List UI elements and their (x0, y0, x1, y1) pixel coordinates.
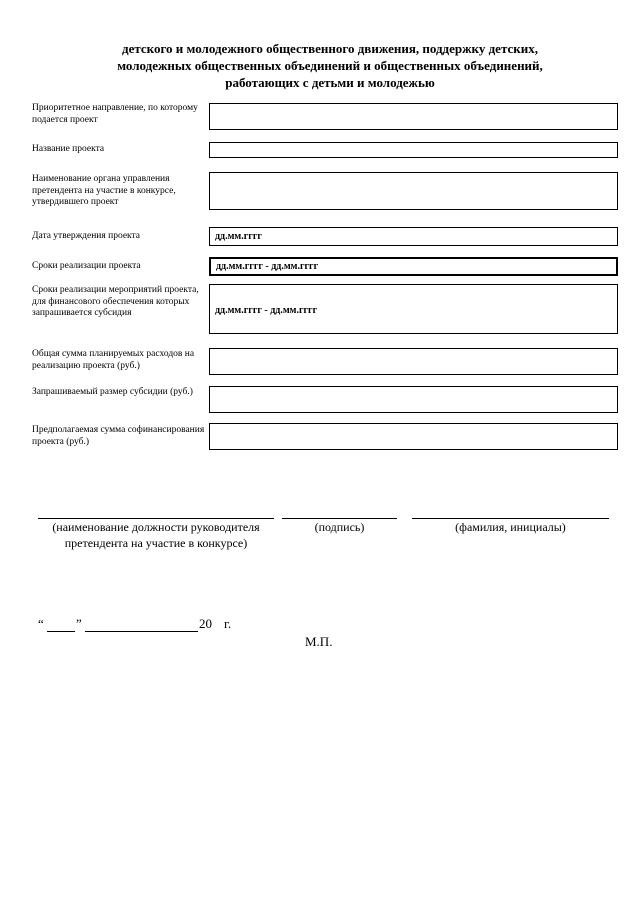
month-line[interactable] (85, 631, 198, 632)
project-period-value: дд.мм.гггг - дд.мм.гггг (216, 261, 319, 272)
heading-line-3: работающих с детьми и молодежью (225, 75, 435, 90)
year-prefix: 20 (199, 616, 212, 631)
approval-date-value: дд.мм.гггг (215, 231, 262, 242)
subsidy-period-label: Сроки реализации мероприятий проекта, для финансового обеспечения которых запрашивается субсидия (32, 285, 199, 318)
project-period-field[interactable] (209, 257, 618, 276)
project-period-label: Сроки реализации проекта (32, 261, 141, 271)
priority-direction-field[interactable] (209, 103, 618, 130)
approval-date-label: Дата утверждения проекта (32, 231, 141, 241)
priority-direction-label: Приоритетное направление, по которому подается проект (32, 103, 198, 125)
approving-body-label: Наименование органа управления претендента на участие в конкурсе, утвердившего проект (32, 174, 176, 207)
cofinancing-field[interactable] (209, 423, 618, 450)
name-caption: (фамилия, инициалы) (455, 520, 566, 534)
year-suffix: г. (224, 616, 232, 631)
subsidy-amount-field[interactable] (209, 386, 618, 413)
total-expenses-label: Общая сумма планируемых расходов на реализацию проекта (руб.) (32, 349, 195, 371)
heading-line-2: молодежных общественных объединений и общественных объединений, (117, 58, 543, 73)
approval-date-field[interactable] (209, 227, 618, 246)
signature-caption: (подпись) (314, 520, 365, 534)
position-caption: (наименование должности руководителя претендента на участие в конкурсе) (52, 520, 260, 550)
total-expenses-field[interactable] (209, 348, 618, 375)
heading-line-1: детского и молодежного общественного движения, поддержку детских, (122, 41, 538, 56)
form-heading (40, 40, 620, 91)
project-name-field[interactable] (209, 142, 618, 158)
cofinancing-label: Предполагаемая сумма софинансирования проекта (руб.) (32, 425, 205, 447)
stamp-place: М.П. (305, 634, 333, 649)
day-line[interactable] (47, 631, 75, 632)
subsidy-period-value: дд.мм.гггг - дд.мм.гггг (215, 305, 318, 316)
approving-body-field[interactable] (209, 172, 618, 210)
date-open-quote: “ (38, 616, 44, 631)
date-close-quote: ” (76, 616, 82, 631)
project-name-label: Название проекта (32, 144, 105, 154)
subsidy-amount-label: Запрашиваемый размер субсидии (руб.) (32, 387, 193, 397)
subsidy-period-field[interactable] (209, 284, 618, 334)
